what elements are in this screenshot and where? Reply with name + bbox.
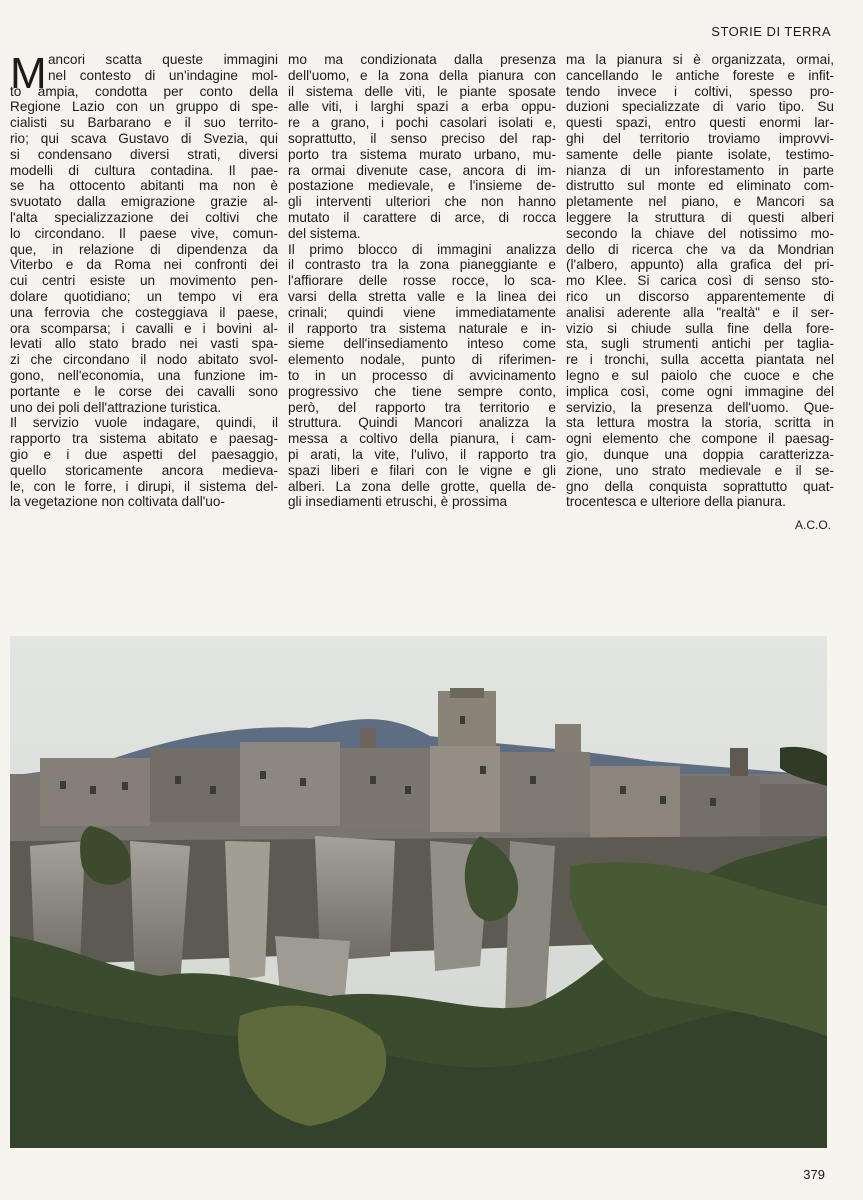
article-line: quello storicamente ancora medieva- (10, 462, 278, 478)
article-line: Viterbo e da Roma nei confronti dei (10, 257, 278, 273)
article-line: rico un discorso apparentemente di (566, 288, 834, 304)
article-line: cialisti su Barbarano e il suo territo- (10, 115, 278, 131)
article-line: Il servizio vuole indagare, quindi, il (10, 415, 278, 431)
article-line: modelli di cultura contadina. Il pae- (10, 162, 278, 178)
article-line: soprattutto, il senso preciso del rap- (288, 130, 556, 146)
article-line: mutato il carattere di arce, di rocca (288, 209, 556, 225)
article-line: levati allo stato brado nei vasti spa- (10, 336, 278, 352)
article-line: to ampia, condotta per conto della (10, 83, 278, 99)
article-line: il contrasto tra la zona pianeggiante e (288, 257, 556, 273)
article-line: le, con le forre, i dirupi, il sistema del- (10, 478, 278, 494)
article-line: nianza di un inforestamento in parte (566, 162, 834, 178)
article-line: mo Klee. Si carica così di senso sto- (566, 273, 834, 289)
article-line: postazione medievale, e l'insieme de- (288, 178, 556, 194)
article-line: ma la pianura si è organizzata, ormai, (566, 52, 834, 67)
article-line: alberi. La zona delle grotte, quella de- (288, 478, 556, 494)
article-line: sta, sugli strumenti antichi per taglia- (566, 336, 834, 352)
article-line: (l'albero, appunto) alla grafica del pri- (566, 257, 834, 273)
article-line: zi che circondano il nodo abitato svol- (10, 352, 278, 368)
article-line: porto tra sistema murato urbano, mu- (288, 146, 556, 162)
page-number: 379 (803, 1167, 825, 1182)
article-line: leggere la struttura di questi alberi (566, 209, 834, 225)
article-line: dell'uomo, e la zona della pianura con (288, 67, 556, 83)
article-line: cui centri esiste un movimento pen- (10, 273, 278, 289)
article-line: il sistema delle viti, le piante sposate (288, 83, 556, 99)
article-line: trocentesca e ulteriore della pianura. (566, 494, 786, 510)
village-photo-illustration (10, 636, 827, 1148)
article-column-2 (288, 52, 556, 510)
article-line: alle viti, i larghi spazi a erba oppu- (288, 99, 556, 115)
article-line: pletamente nel piano, e Mancori sa (566, 194, 834, 210)
article-line: l'affiorare delle rosse rocce, lo sca- (288, 273, 556, 289)
article-line: gio e i due aspetti del paesaggio, (10, 446, 278, 462)
article-line: lo circondano. Il paese vive, comun- (10, 225, 278, 241)
article-line: crinali; quindi viene immediatamente (288, 304, 556, 320)
article-line: svuotato dalla emigrazione grazie al- (10, 194, 278, 210)
article-line: uno dei poli dell'attrazione turistica. (10, 399, 222, 415)
article-line: del sistema. (288, 225, 361, 241)
article-line: se ha ottocento abitanti ma non è (10, 178, 278, 194)
article-line: ra ormai divenute case, ancora di im- (288, 162, 556, 178)
article-line: ghi del territorio troviamo improvvi- (566, 130, 834, 146)
article-line: ogni elemento che compone il paesag- (566, 431, 834, 447)
article-line: analisi aderente alla "realtà" e il ser- (566, 304, 834, 320)
article-line: rio; qui scava Gustavo di Svezia, qui (10, 130, 278, 146)
village-photograph (10, 636, 827, 1148)
article-line: sieme dell'insediamento inteso come (288, 336, 556, 352)
article-line: cancellando le antiche foreste e infit- (566, 67, 834, 83)
article-line: struttura. Quindi Mancori analizza la (288, 415, 556, 431)
article-line: messa a coltivo della pianura, i cam- (288, 431, 556, 447)
article-line: servizio, la presenza dell'uomo. Que- (566, 399, 834, 415)
article-line: questi spazi, entro questi enormi lar- (566, 115, 834, 131)
article-line: mo ma condizionata dalla presenza (288, 52, 556, 67)
article-line: zione, uno strato medievale e il se- (566, 462, 834, 478)
article-line: il rapporto tra sistema naturale e in- (288, 320, 556, 336)
article-line: rapporto tra sistema abitato e paesag- (10, 431, 278, 447)
article-line: distrutto sul monte ed eliminato com- (566, 178, 834, 194)
article-line: Il primo blocco di immagini analizza (288, 241, 556, 257)
article-line: implica così, come ogni immagine del (566, 383, 834, 399)
article-line: samente delle piante isolate, testimo- (566, 146, 834, 162)
article-line: però, del rapporto tra territorio e (288, 399, 556, 415)
article-line: tendo invece i coltivi, spesso pro- (566, 83, 834, 99)
article-line: gli insediamenti etruschi, è prossima (288, 494, 508, 510)
article-line: nel contesto di un'indagine mol- (48, 67, 278, 83)
article-line: gli interventi ulteriori che non hanno (288, 194, 556, 210)
article-line: portante e le corse dei cavalli sono (10, 383, 278, 399)
article-line: re i tronchi, sulla accetta piantata nel (566, 352, 834, 368)
article-line: re a grano, i pochi casolari isolati e, (288, 115, 556, 131)
article-line: si condensano diversi strati, diversi (10, 146, 278, 162)
article-line: Regione Lazio con un gruppo di spe- (10, 99, 278, 115)
article-line: ora scomparsa; i cavalli e i bovini al- (10, 320, 278, 336)
article-line: dolare quotidiano; un tempo vi era (10, 288, 278, 304)
article-line: gno della conquista soprattutto quat- (566, 478, 834, 494)
article-line: una ferrovia che costeggiava il paese, (10, 304, 278, 320)
article-line: secondo la chiave del notissimo mo- (566, 225, 834, 241)
article-line: progressivo che tiene sempre conto, (288, 383, 556, 399)
article-line: pi arati, la vite, l'ulivo, il rapporto tra (288, 446, 556, 462)
article-line: ancori scatta queste immagini (48, 52, 278, 67)
article-line: dello di ricerca che va da Mondrian (566, 241, 834, 257)
author-signature: A.C.O. (794, 518, 831, 532)
article-line: varsi della stretta valle e la linea dei (288, 288, 556, 304)
article-line: gono, nell'economia, una funzione im- (10, 367, 278, 383)
article-line: legno e sul paiolo che cuoce e che (566, 367, 834, 383)
article-line: vizio si chiude sulla fine della fore- (566, 320, 834, 336)
article-line: duzioni specializzate di vario tipo. Su (566, 99, 834, 115)
article-line: spazi liberi e filari con le vigne e gli (288, 462, 556, 478)
section-header: STORIE DI TERRA (711, 24, 831, 39)
article-line: sta lettura mostra la storia, scritta in (566, 415, 834, 431)
article-line: elemento nodale, punto di riferimen- (288, 352, 556, 368)
article-line: la vegetazione non coltivata dall'uo- (10, 494, 225, 510)
article-column-1 (10, 49, 278, 510)
drop-cap: M (10, 49, 47, 98)
article-line: l'alta specializzazione dei coltivi che (10, 209, 278, 225)
article-line: to in un processo di avvicinamento (288, 367, 556, 383)
article-line: gio, dunque una doppia caratterizza- (566, 446, 834, 462)
article-line: que, in relazione di dipendenza da (10, 241, 278, 257)
article-column-3 (566, 52, 834, 510)
